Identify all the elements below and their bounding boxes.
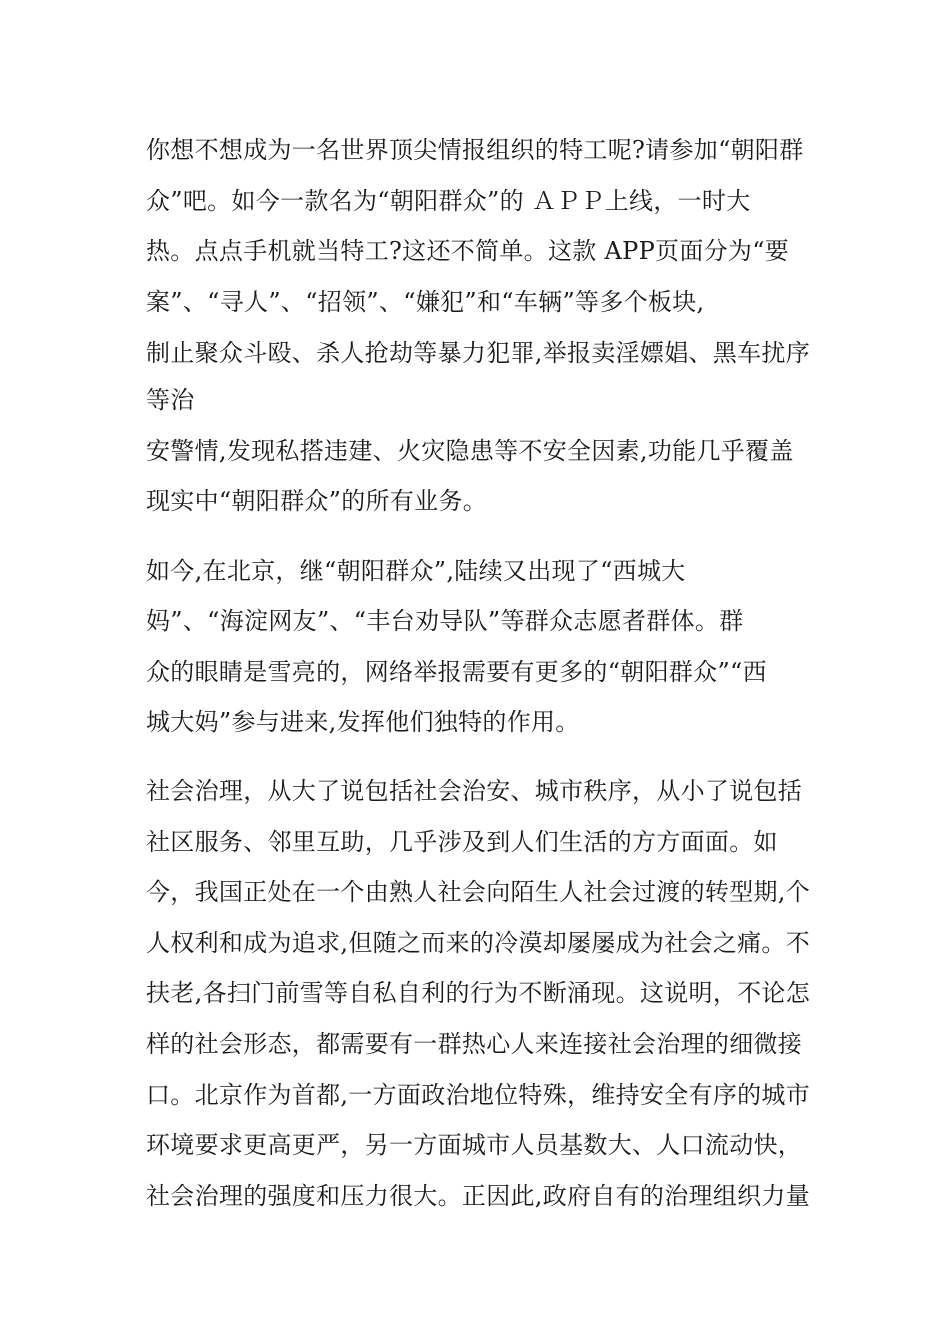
paragraph-3-line-5: 扶老,各扫门前雪等自私自利的行为不断涌现。这说明，不论怎 (146, 979, 811, 1007)
paragraph-3-line-8: 环境要求更高更严，另一方面城市人员基数大、人口流动快， (146, 1131, 803, 1159)
paragraph-3-line-4: 人权利和成为追求,但随之而来的冷漠却屡屡成为社会之痛。不 (146, 929, 811, 957)
paragraph-2-line-1: 如今,在北京，继“朝阳群众”,陆续又出现了“西城大 (146, 557, 686, 585)
paragraph-3-line-7: 口。北京作为首都,一方面政治地位特殊，维持安全有序的城市 (146, 1081, 811, 1109)
paragraph-2-line-4: 城大妈”参与进来,发挥他们独特的作用。 (146, 708, 580, 736)
paragraph-3-line-2: 社区服务、邻里互助，几乎涉及到人们生活的方方面面。如 (146, 828, 778, 856)
paragraph-3-line-1: 社会治理，从大了说包括社会治安、城市秩序，从小了说包括 (146, 777, 803, 805)
paragraph-1-line-4: 案”、“寻人”、“招领”、“嫌犯”和“车辆”等多个板块, (146, 288, 705, 316)
paragraph-3-line-6: 样的社会形态，都需要有一群热心人来连接社会治理的细微接 (146, 1030, 803, 1058)
paragraph-1-line-3: 热。点点手机就当特工?这还不简单。这款 APP页面分为“要 (146, 237, 790, 265)
paragraph-3-line-3: 今，我国正处在一个由熟人社会向陌生人社会过渡的转型期,个 (146, 878, 811, 906)
paragraph-1-line-7: 安警情,发现私搭违建、火灾隐患等不安全因素,功能几乎覆盖 (146, 437, 794, 465)
paragraph-1-line-2: 众”吧。如今一款名为“朝阳群众”的 ＡＰＰ上线，一时大 (146, 187, 751, 215)
paragraph-1-line-6: 等治 (146, 386, 195, 414)
paragraph-2-line-3: 众的眼睛是雪亮的，网络举报需要有更多的“朝阳群众”“西 (146, 658, 767, 686)
paragraph-3-line-9: 社会治理的强度和压力很大。正因此,政府自有的治理组织力量 (146, 1182, 811, 1210)
paragraph-1-line-5: 制止聚众斗殴、杀人抢劫等暴力犯罪,举报卖淫嫖娼、黑车扰序 (146, 339, 811, 367)
paragraph-1-line-1: 你想不想成为一名世界顶尖情报组织的特工呢?请参加“朝阳群 (146, 136, 804, 164)
paragraph-2-line-2: 妈”、“海淀网友”、“丰台劝导队”等群众志愿者群体。群 (146, 607, 744, 635)
paragraph-1-line-8: 现实中“朝阳群众”的所有业务。 (146, 487, 488, 515)
